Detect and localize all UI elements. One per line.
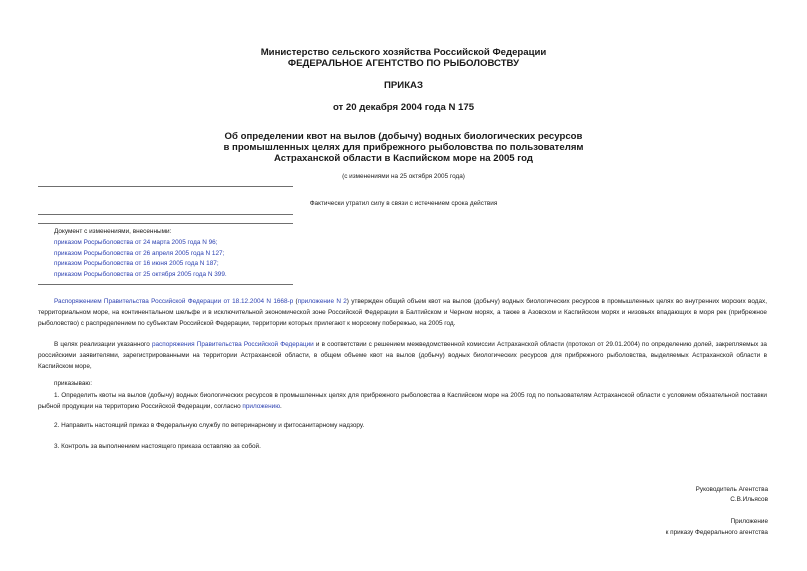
- paragraph-2: [38, 339, 767, 372]
- government-order-ref-link[interactable]: распоряжения Правительства Российской Федерации: [151, 341, 314, 348]
- document-title-line2: в промышленных целях для прибрежного рыболовства по пользователям: [223, 142, 584, 153]
- appendix-reference: к приказу Федерального агентства: [665, 529, 768, 536]
- divider: [38, 284, 293, 285]
- document-title-line1: Об определении квот на вылов (добычу) водных биологических ресурсов: [224, 131, 583, 142]
- paren-open: (: [293, 298, 298, 305]
- amendment-link[interactable]: приказом Росрыболовства от 25 октября 2005 года N 399.: [54, 271, 227, 279]
- paragraph-1: [38, 296, 767, 329]
- paragraph-2-pre: В целях реализации указанного: [54, 341, 152, 348]
- amendment-link[interactable]: приказом Росрыболовства от 26 апреля 2005 года N 127;: [54, 249, 225, 257]
- appendix-label: Приложение: [730, 518, 768, 525]
- document-title-line3: Астраханской области в Каспийском море на 2005 год: [274, 153, 533, 164]
- divider: [38, 223, 293, 224]
- document-date: от 20 декабря 2004 года N 175: [332, 102, 475, 113]
- order-item-1-end: .: [280, 403, 282, 410]
- signature-name: С.В.Ильясов: [730, 496, 768, 503]
- amendments-heading: Документ с изменениями, внесенными:: [54, 228, 172, 235]
- order-item-3: 3. Контроль за выполнением настоящего приказа оставляю за собой.: [54, 443, 261, 450]
- document-type: ПРИКАЗ: [384, 80, 423, 91]
- amended-note: (с изменениями на 25 октября 2005 года): [342, 173, 465, 180]
- appendix-2-link[interactable]: приложение N 2: [297, 298, 347, 305]
- agency-name: ФЕДЕРАЛЬНОЕ АГЕНТСТВО ПО РЫБОЛОВСТВУ: [287, 58, 520, 69]
- order-item-1: [38, 390, 767, 412]
- order-word: приказываю:: [54, 380, 92, 387]
- status-note: Фактически утратил силу в связи с истечением срока действия: [309, 200, 498, 207]
- appendix-link[interactable]: приложению: [242, 403, 280, 410]
- divider: [38, 214, 293, 215]
- amendment-link[interactable]: приказом Росрыболовства от 16 июня 2005 года N 187;: [54, 260, 219, 268]
- order-item-1-text: 1. Определить квоты на вылов (добычу) водных биологических ресурсов в промышленных целях для прибрежного рыболовства в Каспийском море на 2005 год по пользователям Астраханской области с условием обязательной поставки рыбной продукции на территорию Российской Федерации, согласно: [38, 392, 767, 410]
- government-order-link[interactable]: Распоряжением Правительства Российской Федерации от 18.12.2004 N 1668-р: [54, 298, 294, 305]
- amendment-link[interactable]: приказом Росрыболовства от 24 марта 2005 года N 96;: [54, 238, 218, 246]
- paragraph-1-text: ) утвержден общий объем квот на вылов (добычу) водных биологических ресурсов в промышленных целях во внутренних морских водах, территориальном море, на континентальном шельфе и в исключительной экономической зоне Российской Федерации в Балтийском и Черном морях, а также в Азовском и Каспийском морях и низовьях впадающих в моря рек (прибрежное рыболовство) с распределением по субъектам Российской Федерации, территории которых прилегают к морскому побережью, на 2005 год.: [38, 298, 767, 327]
- divider: [38, 186, 293, 187]
- signature-position: Руководитель Агентства: [695, 486, 768, 493]
- order-item-2: 2. Направить настоящий приказ в Федеральную службу по ветеринарному и фитосанитарному надзору.: [54, 422, 365, 429]
- paragraph-2-text: и в соответствии с решением межведомственной комиссии Астраханской области (протокол от 29.01.2004) по определению долей, закрепляемых за российскими заявителями, зарегистрированными на территории Астраханской области, в общем объеме квот на вылов (добычу) водных биологических ресурсов для прибрежного рыболовства, выделяемых Астраханской области в Каспийском море,: [38, 341, 767, 370]
- amendments-block: [54, 227, 454, 281]
- ministry-name: Министерство сельского хозяйства Российской Федерации: [260, 47, 547, 58]
